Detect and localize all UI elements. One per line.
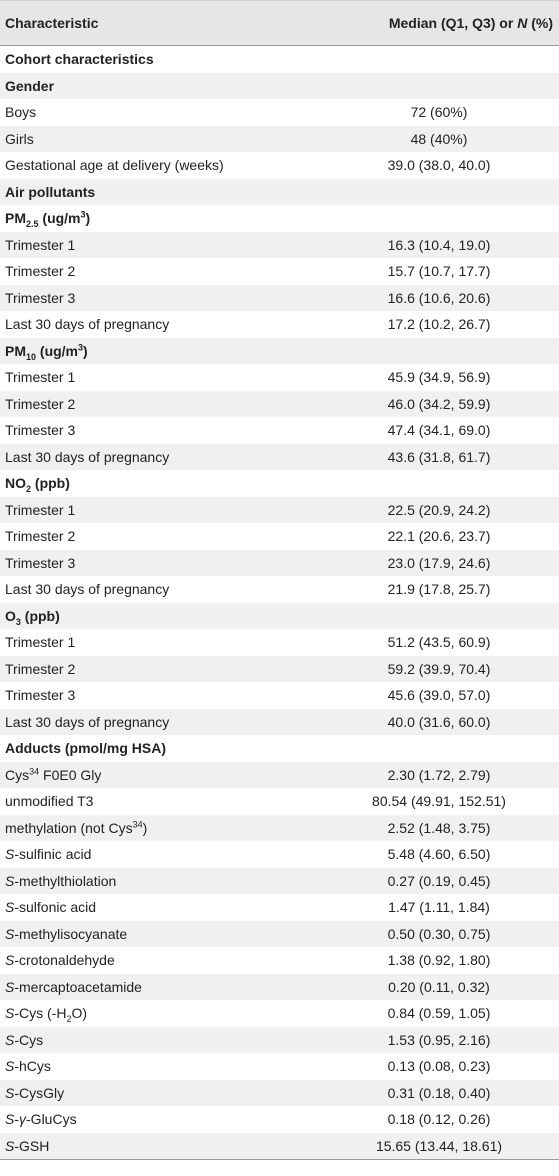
table-row — [0, 1106, 559, 1133]
header-characteristic: Characteristic — [5, 15, 99, 31]
row-label: Last 30 days of pregnancy — [5, 581, 170, 598]
row-label — [0, 1138, 319, 1154]
row-label: Trimester 1 — [5, 236, 76, 253]
row-label: Trimester 2 — [5, 528, 76, 545]
row-value: 0.18 (0.12, 0.26) — [387, 1111, 491, 1128]
label-rest: -Cys — [14, 1031, 44, 1048]
table-row — [0, 974, 559, 1001]
row-label — [0, 820, 319, 836]
row-label: Trimester 2 — [5, 263, 76, 280]
section-gender: Gender — [5, 77, 55, 94]
section-pm25 — [0, 209, 559, 230]
pm10-unit: (ug/m — [36, 342, 79, 359]
s-prefix: S — [5, 952, 15, 969]
pm25-sub: 2.5 — [26, 219, 39, 230]
row-label: Trimester 2 — [5, 660, 76, 677]
no2-sub: 2 — [26, 484, 32, 495]
table-row — [0, 364, 559, 391]
s-prefix: S — [5, 978, 15, 995]
pm25-unit: (ug/m — [38, 210, 81, 227]
section-cohort: Cohort characteristics — [5, 51, 154, 68]
row-value: 39.0 (38.0, 40.0) — [387, 157, 491, 174]
table-row — [0, 1027, 559, 1054]
row-value: 1.47 (1.11, 1.84) — [388, 899, 490, 916]
row-value: 0.13 (0.08, 0.23) — [387, 1058, 491, 1075]
pm10-text: PM — [5, 342, 26, 359]
s-prefix: S — [5, 1084, 15, 1101]
section-row — [0, 46, 559, 73]
row-label — [0, 1085, 319, 1101]
row-value: 72 (60%) — [410, 104, 468, 121]
row-label — [0, 1058, 319, 1074]
row-label: Trimester 1 — [5, 634, 76, 651]
row-label — [0, 952, 319, 968]
table-row — [0, 1133, 559, 1161]
label-rest: - — [14, 1111, 20, 1128]
row-value: 16.3 (10.4, 19.0) — [387, 236, 491, 253]
section-air: Air pollutants — [5, 183, 96, 200]
cys34-text: Cys — [5, 766, 30, 783]
section-row — [0, 470, 559, 497]
section-o3 — [0, 607, 559, 627]
h2o-sub: 2 — [66, 1014, 72, 1025]
row-label: Last 30 days of pregnancy — [5, 448, 170, 465]
table-row — [0, 285, 559, 312]
section-row — [0, 338, 559, 365]
row-value: 15.65 (13.44, 18.61) — [375, 1137, 503, 1154]
row-value: 46.0 (34.2, 59.9) — [387, 395, 491, 412]
row-value: 59.2 (39.9, 70.4) — [387, 660, 491, 677]
cys34-sup: 34 — [29, 766, 40, 777]
row-label: Gestational age at delivery (weeks) — [5, 157, 224, 174]
label-rest: -mercaptoacetamide — [14, 978, 142, 995]
table-row — [0, 99, 559, 126]
table-row — [0, 576, 559, 603]
pm25-sup: 3 — [80, 209, 86, 220]
row-value: 1.53 (0.95, 2.16) — [387, 1031, 491, 1048]
no2-text: NO — [5, 475, 26, 492]
row-label: Boys — [5, 104, 37, 121]
row-label — [0, 926, 319, 942]
pm25-close: ) — [85, 210, 91, 227]
table-row — [0, 417, 559, 444]
s-prefix: S — [5, 1031, 15, 1048]
pm10-sup: 3 — [78, 342, 84, 353]
label-rest: -CysGly — [14, 1084, 65, 1101]
row-label: unmodified T3 — [5, 793, 94, 810]
table-row — [0, 709, 559, 736]
header-median — [293, 15, 559, 31]
table-row — [0, 1080, 559, 1107]
row-value: 15.7 (10.7, 17.7) — [387, 263, 491, 280]
table-row — [0, 126, 559, 153]
pm10-sub: 10 — [26, 351, 37, 362]
row-value: 23.0 (17.9, 24.6) — [387, 554, 491, 571]
s-prefix: S — [5, 846, 15, 863]
label-rest: -GSH — [14, 1137, 50, 1154]
table-row — [0, 444, 559, 471]
section-no2 — [0, 475, 559, 495]
section-pm10 — [0, 342, 559, 362]
row-value: 21.9 (17.8, 25.7) — [387, 581, 491, 598]
label-rest: -hCys — [14, 1058, 51, 1075]
row-value: 0.50 (0.30, 0.75) — [387, 925, 491, 942]
table-row — [0, 947, 559, 974]
row-label — [0, 1111, 319, 1127]
table-row — [0, 391, 559, 418]
meth-sup: 34 — [132, 819, 143, 830]
label-post: -GluCys — [26, 1111, 77, 1128]
table-header — [0, 0, 559, 46]
row-label — [0, 1032, 319, 1048]
table-row — [0, 232, 559, 259]
row-value: 45.6 (39.0, 57.0) — [387, 687, 491, 704]
section-row — [0, 603, 559, 630]
row-value: 80.54 (49.91, 152.51) — [372, 793, 506, 810]
row-value: 48 (40%) — [410, 130, 468, 147]
row-label: Trimester 3 — [5, 289, 76, 306]
s-prefix: S — [5, 1058, 15, 1075]
table-row — [0, 311, 559, 338]
o3-text: O — [5, 607, 16, 624]
row-value: 40.0 (31.6, 60.0) — [387, 713, 491, 730]
table-row — [0, 550, 559, 577]
label-rest: -methylisocyanate — [14, 925, 128, 942]
row-label: Girls — [5, 130, 34, 147]
row-label: Trimester 3 — [5, 422, 76, 439]
row-value: 16.6 (10.6, 20.6) — [387, 289, 491, 306]
row-label — [0, 767, 319, 783]
table-row — [0, 894, 559, 921]
row-label — [0, 1005, 319, 1025]
header-pct: (%) — [527, 15, 553, 31]
table-row — [0, 868, 559, 895]
table-row — [0, 656, 559, 683]
label-rest: -Cys (-H — [14, 1005, 67, 1022]
table-row — [0, 788, 559, 815]
table-row — [0, 815, 559, 842]
s-prefix: S — [5, 872, 15, 889]
table-row — [0, 762, 559, 789]
table-row — [0, 841, 559, 868]
row-value: 2.52 (1.48, 3.75) — [387, 819, 491, 836]
row-label: Trimester 2 — [5, 395, 76, 412]
row-label: Trimester 3 — [5, 554, 76, 571]
table-row — [0, 523, 559, 550]
s-prefix: S — [5, 1005, 15, 1022]
row-value: 0.20 (0.11, 0.32) — [388, 978, 490, 995]
s-prefix: S — [5, 1137, 15, 1154]
row-label: Last 30 days of pregnancy — [5, 316, 170, 333]
row-value: 0.27 (0.19, 0.45) — [387, 872, 491, 889]
cys34-post: F0E0 Gly — [39, 766, 102, 783]
table-row — [0, 629, 559, 656]
meth-text: methylation (not Cys — [5, 819, 133, 836]
table-row — [0, 682, 559, 709]
no2-unit: (ppb) — [31, 475, 70, 492]
label-rest: -sulfinic acid — [14, 846, 92, 863]
pm10-close: ) — [83, 342, 88, 359]
row-value: 0.31 (0.18, 0.40) — [387, 1084, 491, 1101]
section-row — [0, 205, 559, 232]
header-n: N — [517, 15, 528, 31]
row-value: 2.30 (1.72, 2.79) — [387, 766, 491, 783]
row-value: 22.5 (20.9, 24.2) — [387, 501, 491, 518]
row-label — [0, 899, 319, 915]
table-row — [0, 1000, 559, 1027]
row-value: 51.2 (43.5, 60.9) — [387, 634, 491, 651]
gamma-symbol: γ — [19, 1111, 27, 1128]
s-prefix: S — [5, 925, 15, 942]
row-value: 0.84 (0.59, 1.05) — [387, 1005, 491, 1022]
row-value: 5.48 (4.60, 6.50) — [387, 846, 491, 863]
section-row — [0, 735, 559, 762]
row-value: 22.1 (20.6, 23.7) — [387, 528, 491, 545]
table-row — [0, 921, 559, 948]
table-row — [0, 258, 559, 285]
table-row — [0, 1053, 559, 1080]
header-median-text: Median (Q1, Q3) or — [388, 15, 518, 31]
section-adducts: Adducts (pmol/mg HSA) — [5, 740, 166, 757]
o3-unit: (ppb) — [20, 607, 60, 624]
section-row — [0, 73, 559, 100]
label-rest: -sulfonic acid — [14, 899, 97, 916]
row-label: Trimester 1 — [5, 501, 76, 518]
row-label: Trimester 3 — [5, 687, 76, 704]
table-row — [0, 152, 559, 179]
o3-sub: 3 — [15, 616, 21, 627]
section-row — [0, 179, 559, 206]
row-label: Trimester 1 — [5, 369, 76, 386]
label-post: O) — [71, 1005, 88, 1022]
row-value: 17.2 (10.2, 26.7) — [387, 316, 491, 333]
row-label: Last 30 days of pregnancy — [5, 713, 170, 730]
row-value: 47.4 (34.1, 69.0) — [387, 422, 491, 439]
label-rest: -crotonaldehyde — [14, 952, 115, 969]
row-label — [0, 979, 319, 995]
row-label — [0, 873, 319, 889]
pm25-text: PM — [5, 210, 26, 227]
label-rest: -methylthiolation — [14, 872, 117, 889]
meth-post: ) — [142, 819, 148, 836]
row-value: 45.9 (34.9, 56.9) — [387, 369, 491, 386]
row-value: 43.6 (31.8, 61.7) — [387, 448, 491, 465]
row-value: 1.38 (0.92, 1.80) — [387, 952, 491, 969]
s-prefix: S — [5, 1111, 15, 1128]
table-row — [0, 497, 559, 524]
row-label — [0, 846, 319, 862]
s-prefix: S — [5, 899, 15, 916]
